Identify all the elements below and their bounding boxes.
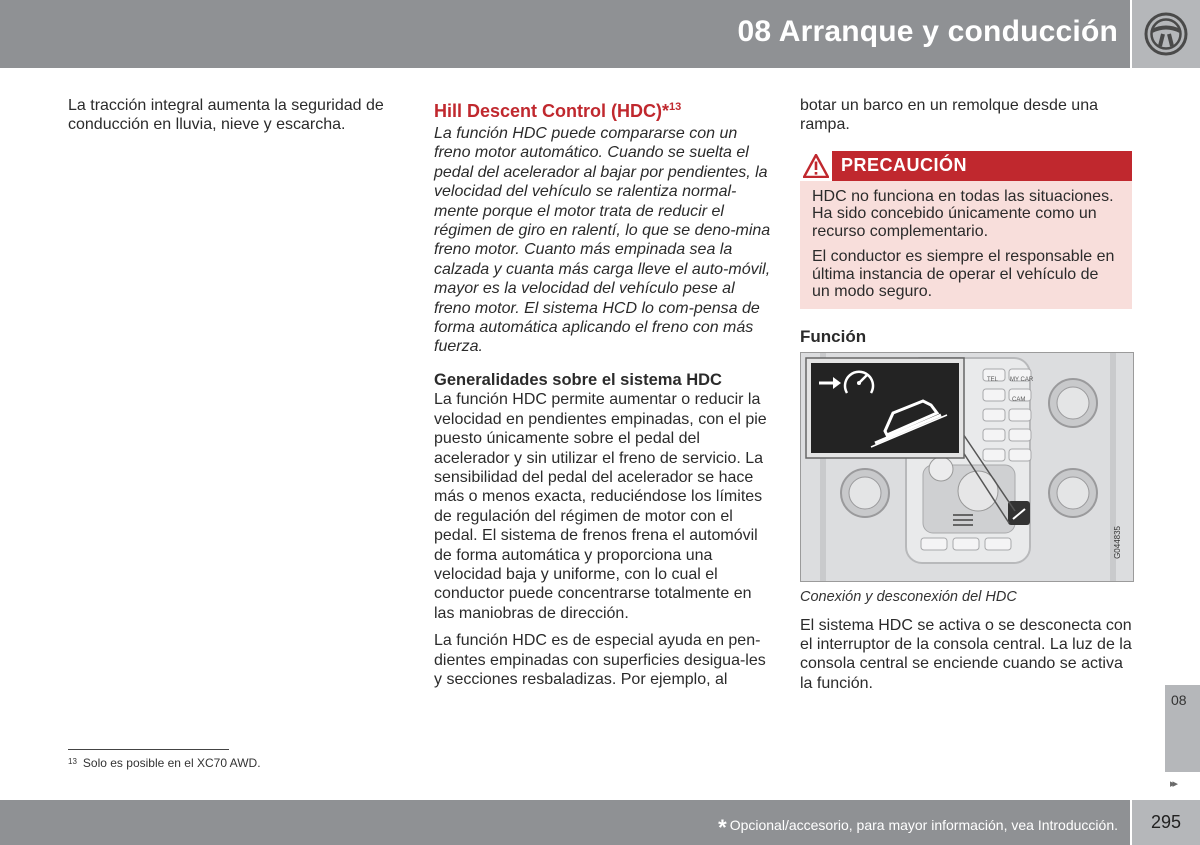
footer-note	[718, 815, 1118, 841]
warning-text-1: HDC no funciona en todas las situaciones. Ha sido concebido únicamente como un recurso complementario.	[812, 187, 1114, 240]
footer-star: *	[718, 815, 727, 840]
generalities-heading: Generalidades sobre el sistema HDC	[434, 370, 722, 389]
next-page-arrows-icon: ▸▸	[1170, 778, 1176, 790]
button-label-mycar: MY CAR	[1010, 377, 1034, 384]
warning-header	[800, 151, 1132, 181]
footnote-ref: 13	[669, 101, 682, 113]
function-heading: Función	[800, 326, 867, 346]
page-number: 295	[1150, 812, 1182, 832]
footnote-rule	[68, 749, 229, 750]
warning-title: PRECAUCIÓN	[841, 154, 968, 175]
warning-triangle-icon	[803, 154, 829, 178]
footnote-number: 13	[68, 757, 77, 766]
center-console-illustration	[801, 353, 1134, 582]
center-console-figure	[800, 352, 1134, 582]
footer-note-text: Opcional/accesorio, para mayor información, vea Introducción.	[729, 817, 1118, 833]
button-label-tel: TEL	[987, 377, 999, 384]
page-header	[0, 0, 1130, 68]
button-label-cam: CAM	[1012, 397, 1026, 404]
figure-code: G044835	[1112, 526, 1122, 560]
warning-text-2: El conductor es siempre el responsable en última instancia de operar el vehículo de un modo seguro.	[812, 248, 1115, 301]
hdc-heading-text: Hill Descent Control (HDC)*	[434, 101, 670, 121]
chapter-side-tab	[1165, 685, 1200, 772]
page-footer	[0, 800, 1130, 845]
chapter-icon-box	[1132, 0, 1200, 68]
hdc-usage-paragraph: La función HDC es de especial ayuda en pen-dientes empinadas con superficies desigua-les y secciones resbaladizas. Por ejemplo, al	[434, 632, 766, 688]
hdc-heading	[434, 96, 774, 122]
continuation-paragraph: botar un barco en un remolque desde una rampa.	[800, 97, 1098, 134]
page-number-box	[1132, 800, 1200, 845]
column-3	[800, 96, 1135, 701]
hdc-intro: La función HDC puede compararse con un freno motor automático. Cuando se suelta el pedal del acelerador al bajar por pendientes, la velocidad del vehículo se ralentiza normal-mente porque el motor trata de reducir el régimen de giro en ralentí, lo que se deno-mina freno motor. Cuanto más empinada sea la calzada y cuanta más carga lleve el auto-móvil, mayor es la velocidad del vehículo pese al freno motor. El sistema HCD lo com-pensa de forma automática aplicando el freno con más fuerza.	[434, 125, 771, 356]
footnote-text: Solo es posible en el XC70 AWD.	[82, 756, 261, 770]
footnote	[68, 756, 261, 770]
function-paragraph: El sistema HDC se activa o se desconecta con el interruptor de la consola central. La luz de la consola central se enciende cuando se activa la función.	[800, 616, 1132, 692]
chapter-title: 08 Arranque y conducción	[737, 15, 1118, 48]
figure-caption: Conexión y desconexión del HDC	[800, 589, 1017, 606]
warning-box	[800, 151, 1132, 309]
steering-wheel-icon	[1144, 12, 1188, 56]
column-2	[434, 96, 774, 697]
awd-paragraph: La tracción integral aumenta la seguridad de conducción en lluvia, nieve y escarcha.	[68, 97, 384, 134]
column-1	[68, 96, 398, 143]
generalities-paragraph: La función HDC permite aumentar o reducir la velocidad en pendientes empinadas, con el pie puesto únicamente sobre el pedal del acelerador y sin utilizar el freno de servicio. La sensibilidad del pedal del acelerador se hace más o menos exacta, reduciéndose los límites de regulación del régimen de motor con el pedal. El sistema de frenos frena el automóvil de forma automática y proporciona una velocidad baja y uniforme, con lo cual el conductor puede concentrarse totalmente en las maniobras de dirección.	[434, 391, 767, 622]
chapter-side-label: 08	[1171, 692, 1187, 708]
